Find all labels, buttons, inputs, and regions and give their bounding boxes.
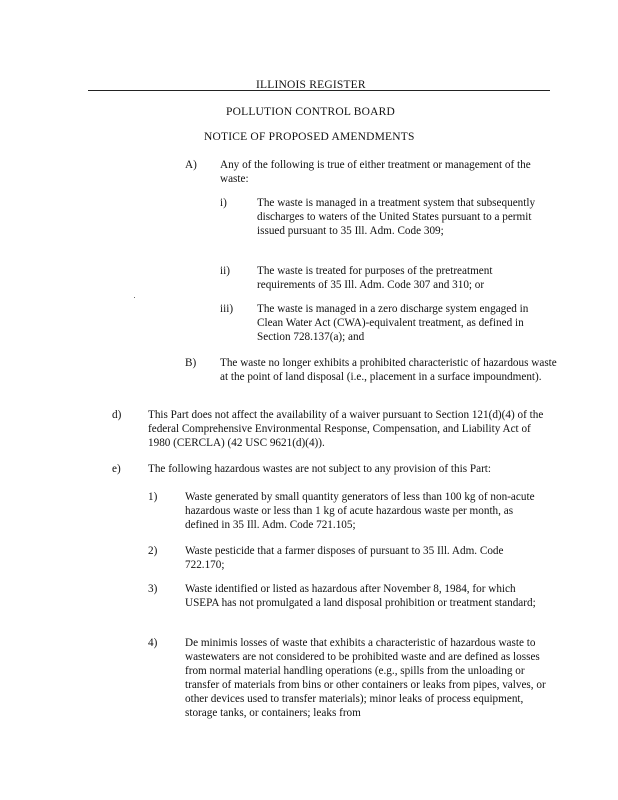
- header-rule: [88, 90, 550, 91]
- subitem-text-iii: The waste is managed in a zero discharge system engaged in Clean Water Act (CWA)-equivalent treatment, as defined in Section 728.137(a); and: [257, 303, 529, 343]
- board-title: POLLUTION CONTROL BOARD: [226, 106, 396, 118]
- notice-title: NOTICE OF PROPOSED AMENDMENTS: [204, 131, 415, 143]
- list-text-3: Waste identified or listed as hazardous after November 8, 1984, for which USEPA has not promulgated a land disposal prohibition or treatment standard;: [185, 583, 536, 609]
- subitem-label-iii: iii): [220, 303, 234, 315]
- list-text-4: De minimis losses of waste that exhibits a characteristic of hazardous waste to wastewaters are not considered to be prohibited waste and are defined as losses from normal material handling operations (e.g., spills from the unloading or transfer of materials from bins or other containers or leaks from pipes, valves, or other devices used to transfer materials); minor leaks of process equipment, storage tanks, or containers; leaks from: [185, 637, 546, 719]
- register-title: ILLINOIS REGISTER: [256, 79, 366, 91]
- item-label-B: B): [185, 357, 197, 369]
- section-text-e: The following hazardous wastes are not subject to any provision of this Part:: [148, 463, 492, 475]
- section-label-e: e): [112, 463, 121, 475]
- section-text-d: This Part does not affect the availability of a waiver pursuant to Section 121(d)(4) of the federal Comprehensive Environmental Response, Compensation, and Liability Act of 1980 (CERCLA) (42 USC 9621(d)(4)).: [148, 409, 544, 449]
- list-label-1: 1): [148, 491, 158, 503]
- list-text-2: Waste pesticide that a farmer disposes of pursuant to 35 Ill. Adm. Code 722.170;: [185, 545, 504, 571]
- list-label-4: 4): [148, 637, 158, 649]
- item-text-A: Any of the following is true of either treatment or management of the waste:: [220, 159, 531, 185]
- subitem-text-i: The waste is managed in a treatment system that subsequently discharges to waters of the United States pursuant to a permit issued pursuant to 35 Ill. Adm. Code 309;: [257, 197, 536, 237]
- list-label-2: 2): [148, 545, 158, 557]
- subitem-text-ii: The waste is treated for purposes of the pretreatment requirements of 35 Ill. Adm. Code 307 and 310; or: [257, 265, 493, 291]
- list-text-1: Waste generated by small quantity generators of less than 100 kg of non-acute hazardous waste or less than 1 kg of acute hazardous waste per month, as defined in 35 Ill. Adm. Code 721.105;: [185, 491, 535, 531]
- item-label-A: A): [185, 159, 197, 171]
- subitem-label-i: i): [220, 197, 227, 209]
- item-text-B: The waste no longer exhibits a prohibited characteristic of hazardous waste at the point of land disposal (i.e., placement in a surface impoundment).: [220, 357, 557, 383]
- list-label-3: 3): [148, 583, 158, 595]
- scan-speck: [134, 297, 135, 298]
- subitem-label-ii: ii): [220, 265, 230, 277]
- section-label-d: d): [112, 409, 122, 421]
